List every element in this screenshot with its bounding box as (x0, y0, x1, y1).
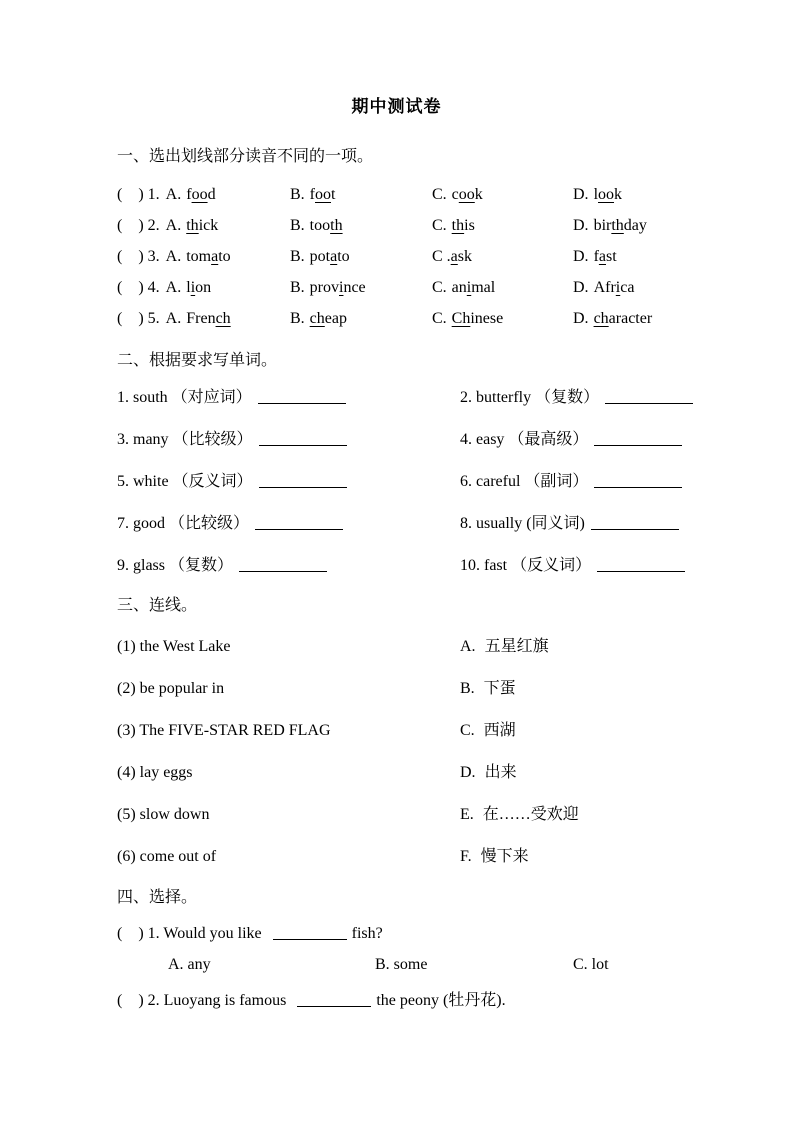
option-label: D. (573, 217, 589, 234)
match-option-text: 在……受欢迎 (482, 806, 579, 823)
word-part: mal (471, 279, 496, 296)
option-cell (573, 309, 733, 329)
section3-heading: 三、连线。 (117, 597, 198, 614)
option-label: C. (432, 310, 447, 327)
underlined-letters: i (466, 279, 472, 296)
pronunciation-row (117, 278, 733, 298)
pronunciation-row (117, 216, 733, 236)
word (594, 217, 647, 234)
answer-blank-line (594, 431, 682, 446)
answer-bracket-and-number: ( ) 1. (117, 186, 160, 203)
word (594, 186, 622, 203)
underlined-letters: i (615, 279, 621, 296)
word-part: tom (186, 248, 212, 265)
option-cell (573, 185, 733, 205)
match-right-item (460, 721, 733, 741)
word-part: sk (457, 248, 473, 265)
word-part: d (207, 186, 216, 203)
word-form-item (460, 556, 733, 576)
match-option-text: 西湖 (483, 722, 516, 739)
option-label: B. (290, 310, 305, 327)
word-part: on (195, 279, 212, 296)
underlined-letters: a (211, 248, 219, 265)
option-label: D. (573, 279, 589, 296)
word (186, 279, 211, 296)
word-part: pot (309, 248, 331, 265)
option-label: D. (573, 248, 589, 265)
underlined-letters: th (330, 217, 343, 234)
word-part: k (474, 186, 483, 203)
option-label: D. (573, 310, 589, 327)
option-cell (290, 185, 432, 205)
pronunciation-row (117, 309, 733, 329)
option-cell (432, 309, 573, 329)
option-cell (573, 216, 733, 236)
word-form-prompt: 10. fast （反义词） (460, 557, 592, 574)
section1-heading: 一、选出划线部分读音不同的一项。 (117, 148, 374, 165)
pronunciation-row (117, 185, 733, 205)
option-cell (432, 278, 573, 298)
option-cell (117, 216, 290, 236)
section2-heading: 二、根据要求写单词。 (117, 352, 278, 369)
choice-option: C. lot (573, 956, 609, 973)
match-left-item: (6) come out of (117, 848, 217, 865)
word-form-prompt: 9. glass （复数） (117, 557, 234, 574)
word-part: prov (309, 279, 339, 296)
word-part: inese (470, 310, 504, 327)
word-part: nce (343, 279, 366, 296)
match-left-item: (4) lay eggs (117, 764, 193, 781)
word-part: l (186, 279, 191, 296)
section2-items (117, 388, 733, 576)
word-part: to (218, 248, 231, 265)
underlined-letters: Ch (451, 310, 471, 327)
option-cell (117, 247, 290, 267)
answer-blank-line (591, 515, 679, 530)
underlined-letters: ch (215, 310, 231, 327)
word (186, 248, 230, 265)
word-form-prompt: 8. usually (同义词) (460, 515, 585, 532)
match-option-text: 下蛋 (483, 680, 516, 697)
word-form-prompt: 7. good （比较级） (117, 515, 250, 532)
underlined-letters: oo (458, 186, 475, 203)
answer-blank-line (259, 473, 347, 488)
word (452, 279, 496, 296)
match-option-letter: E. (460, 806, 474, 823)
match-left-item: (2) be popular in (117, 680, 225, 697)
option-label: B. (290, 248, 305, 265)
option-label: B. (290, 217, 305, 234)
option-cell (290, 278, 432, 298)
word-form-prompt: 6. careful （副词） (460, 473, 589, 490)
word-part: Afr (593, 279, 616, 296)
answer-blank-line (297, 992, 371, 1007)
match-option-letter: C. (460, 722, 475, 739)
word-part: c (451, 186, 459, 203)
match-option-letter: D. (460, 764, 476, 781)
option-label: A. (165, 248, 182, 265)
answer-bracket-and-number: ( ) 2. (117, 217, 160, 234)
word (452, 310, 504, 327)
section4-heading: 四、选择。 (117, 889, 198, 906)
underlined-letters: oo (315, 186, 331, 203)
word-part: ick (198, 217, 219, 234)
option-label: A. (165, 279, 182, 296)
word-part: Fren (186, 310, 216, 327)
word-part: to (337, 248, 350, 265)
option-cell (432, 185, 573, 205)
word-form-item (117, 430, 460, 450)
match-option-text: 慢下来 (480, 848, 529, 865)
underlined-letters: a (330, 248, 338, 265)
match-right-item (460, 805, 733, 825)
word-part: eap (324, 310, 347, 327)
option-cell (117, 278, 290, 298)
option-cell (290, 309, 432, 329)
underlined-letters: th (611, 217, 624, 234)
underlined-letters: i (339, 279, 344, 296)
pronunciation-row (117, 247, 733, 267)
answer-bracket-and-number: ( ) 3. (117, 248, 160, 265)
underlined-letters: ch (593, 310, 609, 327)
page-title: 期中测试卷 (351, 97, 442, 116)
word-form-prompt: 1. south （对应词） (117, 389, 252, 406)
word-part: bir (593, 217, 612, 234)
choice-question-1-options (117, 955, 733, 975)
word-part: day (623, 217, 647, 234)
match-option-text: 出来 (484, 764, 517, 781)
word (310, 279, 366, 296)
word-part: ca (620, 279, 635, 296)
word (452, 186, 483, 203)
word-part: an (451, 279, 467, 296)
word-part: f (309, 186, 315, 203)
option-cell (432, 216, 573, 236)
word-form-item (117, 556, 460, 576)
word-part: aracter (608, 310, 653, 327)
match-left-item: (5) slow down (117, 806, 210, 823)
section3-matching (117, 637, 733, 867)
word-form-item (117, 472, 460, 492)
option-cell (432, 247, 573, 267)
word (594, 248, 617, 265)
word-part: k (614, 186, 623, 203)
underlined-letters: th (186, 217, 199, 234)
match-right-item (460, 847, 733, 867)
option-cell (573, 278, 733, 298)
word (594, 310, 653, 327)
answer-blank-line (273, 925, 347, 940)
word-part: too (309, 217, 331, 234)
word (186, 186, 215, 203)
match-right-item (460, 679, 733, 699)
word-part: f (593, 248, 599, 265)
word (186, 310, 230, 327)
option-label: D. (573, 186, 589, 203)
answer-blank-line (605, 389, 693, 404)
question-text: fish? (351, 925, 383, 942)
word (310, 248, 350, 265)
underlined-letters: a (450, 248, 458, 265)
word (451, 248, 472, 265)
word (310, 310, 347, 327)
word (310, 217, 343, 234)
word-part: is (464, 217, 475, 234)
word-form-item (460, 388, 733, 408)
word-part: f (186, 186, 192, 203)
word-part: t (331, 186, 336, 203)
option-label: C . (432, 248, 451, 265)
underlined-letters: ch (309, 310, 325, 327)
choice-option: A. any (168, 956, 211, 973)
option-label: A. (165, 186, 182, 203)
option-cell (290, 247, 432, 267)
option-label: C. (432, 217, 447, 234)
option-label: C. (432, 186, 447, 203)
word-form-prompt: 4. easy （最高级） (460, 431, 589, 448)
word-form-item (460, 514, 733, 534)
match-option-letter: A. (460, 638, 476, 655)
option-label: B. (290, 186, 305, 203)
choice-question-1 (117, 924, 733, 944)
section1-rows (117, 185, 733, 329)
answer-blank-line (597, 557, 685, 572)
question-text: ( ) 2. Luoyang is famous (117, 992, 287, 1009)
question-text: ( ) 1. Would you like (117, 925, 262, 942)
option-cell (573, 247, 733, 267)
option-cell (117, 309, 290, 329)
option-label: A. (165, 310, 182, 327)
word-form-item (117, 514, 460, 534)
match-option-letter: B. (460, 680, 475, 697)
choice-question-2 (117, 991, 733, 1011)
underlined-letters: th (451, 217, 465, 234)
answer-blank-line (255, 515, 343, 530)
answer-bracket-and-number: ( ) 4. (117, 279, 160, 296)
option-cell (117, 185, 290, 205)
answer-blank-line (259, 431, 347, 446)
word-form-item (460, 472, 733, 492)
choice-option: B. some (375, 956, 428, 973)
word-form-item (117, 388, 460, 408)
word-form-prompt: 2. butterfly （复数） (460, 389, 600, 406)
underlined-letters: oo (191, 186, 208, 203)
answer-blank-line (239, 557, 327, 572)
match-left-item: (3) The FIVE-STAR RED FLAG (117, 722, 331, 739)
underlined-letters: a (598, 248, 606, 265)
underlined-letters: oo (598, 186, 615, 203)
option-cell (290, 216, 432, 236)
answer-blank-line (258, 389, 346, 404)
word-part: st (606, 248, 617, 265)
word (452, 217, 475, 234)
option-label: B. (290, 279, 305, 296)
answer-bracket-and-number: ( ) 5. (117, 310, 160, 327)
underlined-letters: i (190, 279, 196, 296)
word-form-item (460, 430, 733, 450)
word-form-prompt: 3. many （比较级） (117, 431, 253, 448)
word-form-prompt: 5. white （反义词） (117, 473, 253, 490)
match-right-item (460, 763, 733, 783)
match-option-text: 五星红旗 (484, 638, 549, 655)
answer-blank-line (594, 473, 682, 488)
word (186, 217, 218, 234)
match-left-item: (1) the West Lake (117, 638, 231, 655)
option-label: C. (432, 279, 447, 296)
word (594, 279, 635, 296)
match-option-letter: F. (460, 848, 472, 865)
word (310, 186, 336, 203)
option-label: A. (165, 217, 182, 234)
match-right-item (460, 637, 733, 657)
word-part: l (593, 186, 599, 203)
question-text: the peony (牡丹花). (376, 992, 506, 1009)
